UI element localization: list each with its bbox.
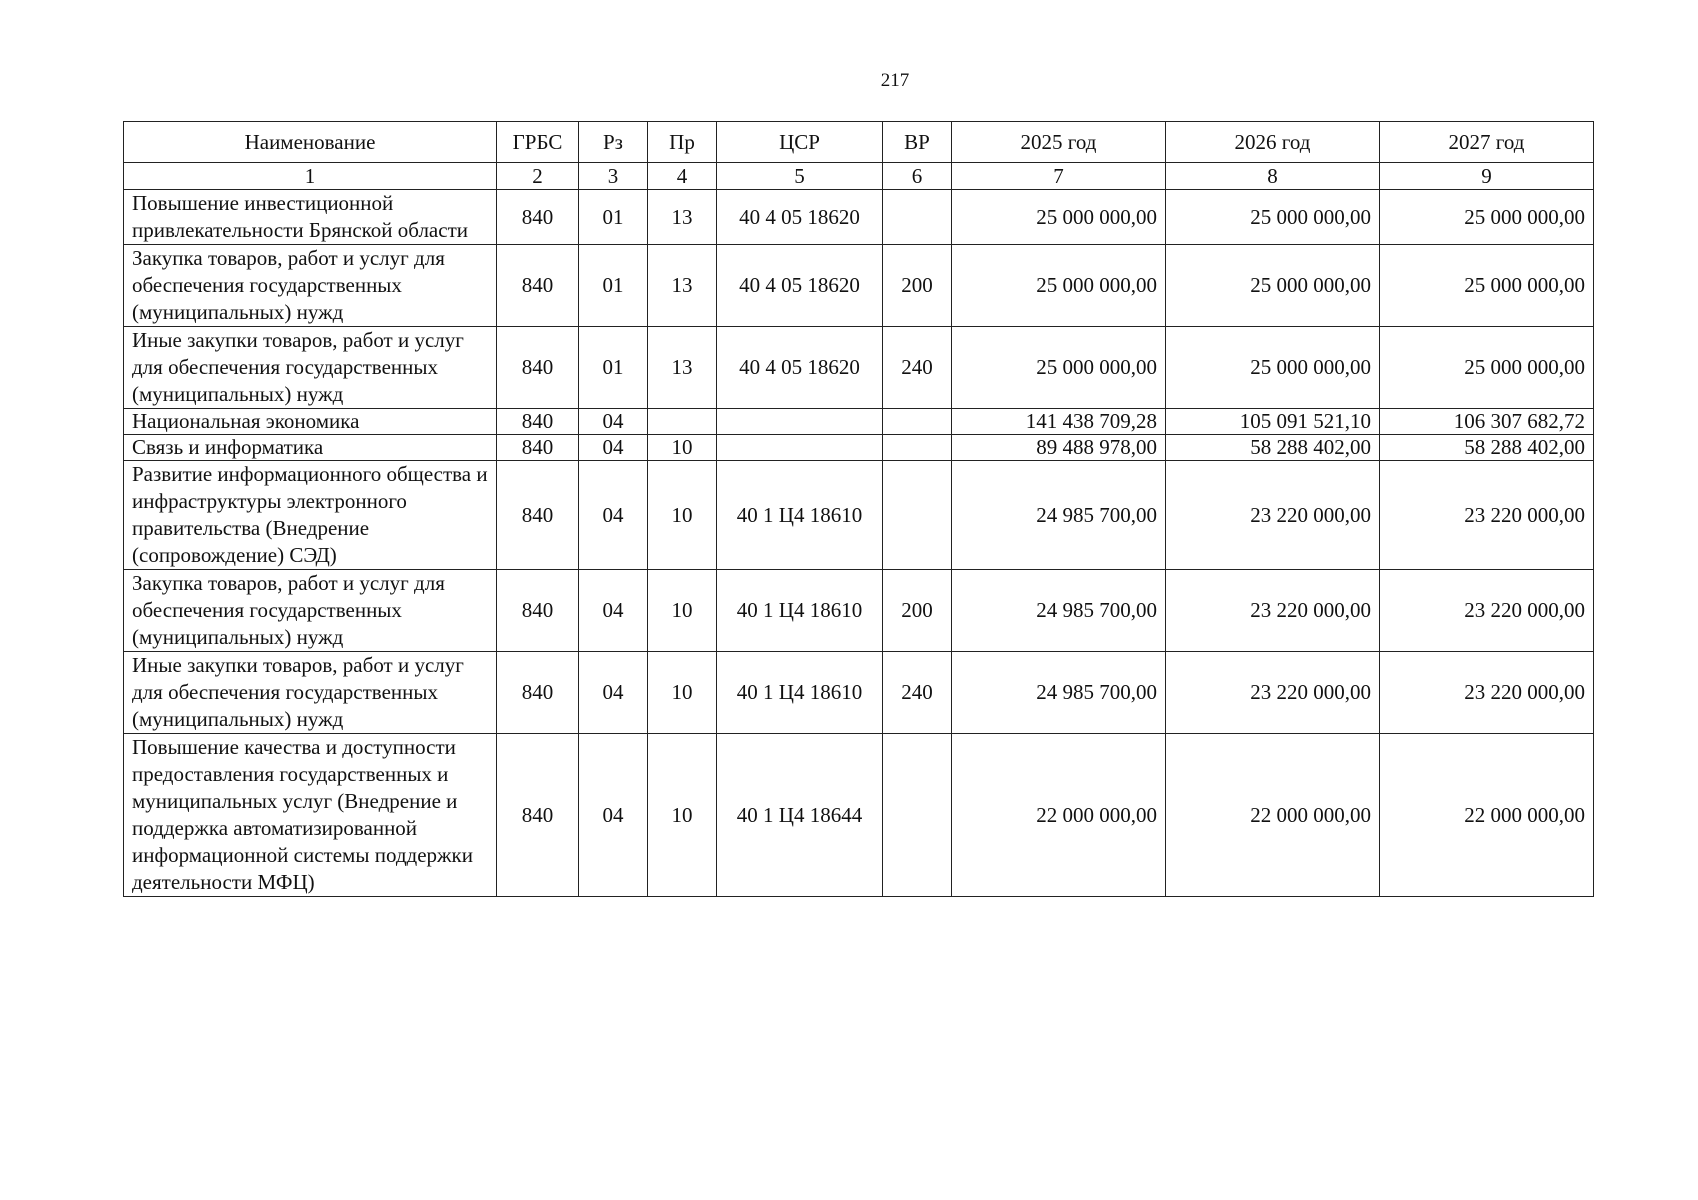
row-name: Повышение инвестиционной привлекательности Брянской области	[124, 190, 497, 245]
row-pr: 10	[648, 570, 717, 652]
row-name: Развитие информационного общества и инфраструктуры электронного правительства (Внедрение (сопровождение) СЭД)	[124, 461, 497, 570]
row-vr	[883, 435, 952, 461]
row-name: Национальная экономика	[124, 409, 497, 435]
row-vr: 240	[883, 327, 952, 409]
row-2026: 22 000 000,00	[1166, 734, 1380, 897]
row-pr: 10	[648, 461, 717, 570]
row-name: Закупка товаров, работ и услуг для обеспечения государственных (муниципальных) нужд	[124, 570, 497, 652]
row-2027: 106 307 682,72	[1380, 409, 1594, 435]
row-2025: 25 000 000,00	[952, 190, 1166, 245]
budget-table	[123, 121, 1594, 897]
row-name: Закупка товаров, работ и услуг для обеспечения государственных (муниципальных) нужд	[124, 245, 497, 327]
row-csr: 40 1 Ц4 18644	[717, 734, 883, 897]
column-number: 3	[579, 163, 648, 190]
table-row	[124, 327, 1594, 409]
row-csr: 40 1 Ц4 18610	[717, 461, 883, 570]
row-pr: 13	[648, 245, 717, 327]
column-number: 8	[1166, 163, 1380, 190]
row-grbs: 840	[497, 190, 579, 245]
row-csr: 40 4 05 18620	[717, 190, 883, 245]
row-vr	[883, 409, 952, 435]
row-rz: 04	[579, 409, 648, 435]
row-vr: 240	[883, 652, 952, 734]
row-rz: 04	[579, 734, 648, 897]
table-row	[124, 570, 1594, 652]
row-2027: 25 000 000,00	[1380, 245, 1594, 327]
row-name: Иные закупки товаров, работ и услуг для обеспечения государственных (муниципальных) нужд	[124, 652, 497, 734]
column-number: 9	[1380, 163, 1594, 190]
row-vr: 200	[883, 570, 952, 652]
column-number: 7	[952, 163, 1166, 190]
row-rz: 04	[579, 435, 648, 461]
row-pr	[648, 409, 717, 435]
row-rz: 01	[579, 190, 648, 245]
page-number: 217	[880, 70, 910, 91]
column-number: 4	[648, 163, 717, 190]
row-grbs: 840	[497, 327, 579, 409]
row-2025: 25 000 000,00	[952, 245, 1166, 327]
row-2026: 23 220 000,00	[1166, 570, 1380, 652]
row-2026: 105 091 521,10	[1166, 409, 1380, 435]
row-grbs: 840	[497, 435, 579, 461]
row-rz: 04	[579, 570, 648, 652]
row-2026: 23 220 000,00	[1166, 652, 1380, 734]
row-name: Связь и информатика	[124, 435, 497, 461]
row-2026: 25 000 000,00	[1166, 327, 1380, 409]
row-csr	[717, 435, 883, 461]
row-2025: 141 438 709,28	[952, 409, 1166, 435]
header-row	[124, 122, 1594, 163]
column-number: 2	[497, 163, 579, 190]
row-2027: 58 288 402,00	[1380, 435, 1594, 461]
table-row	[124, 409, 1594, 435]
row-vr	[883, 461, 952, 570]
row-csr: 40 1 Ц4 18610	[717, 570, 883, 652]
table-row	[124, 461, 1594, 570]
row-pr: 13	[648, 190, 717, 245]
row-rz: 01	[579, 245, 648, 327]
row-2026: 23 220 000,00	[1166, 461, 1380, 570]
row-csr	[717, 409, 883, 435]
row-grbs: 840	[497, 245, 579, 327]
row-pr: 13	[648, 327, 717, 409]
row-rz: 01	[579, 327, 648, 409]
row-pr: 10	[648, 734, 717, 897]
header-name: Наименование	[124, 122, 497, 163]
row-2025: 24 985 700,00	[952, 570, 1166, 652]
column-number: 1	[124, 163, 497, 190]
row-vr	[883, 734, 952, 897]
row-2027: 23 220 000,00	[1380, 461, 1594, 570]
header-csr: ЦСР	[717, 122, 883, 163]
row-vr	[883, 190, 952, 245]
table-row	[124, 190, 1594, 245]
row-grbs: 840	[497, 570, 579, 652]
table-row	[124, 652, 1594, 734]
row-2027: 22 000 000,00	[1380, 734, 1594, 897]
table-row	[124, 435, 1594, 461]
row-2026: 25 000 000,00	[1166, 245, 1380, 327]
row-name: Повышение качества и доступности предоставления государственных и муниципальных услуг (Внедрение и поддержка автоматизированной информационной системы поддержки деятельности МФЦ)	[124, 734, 497, 897]
column-number: 5	[717, 163, 883, 190]
table-row	[124, 245, 1594, 327]
row-rz: 04	[579, 461, 648, 570]
row-2026: 58 288 402,00	[1166, 435, 1380, 461]
row-grbs: 840	[497, 734, 579, 897]
header-rz: Рз	[579, 122, 648, 163]
row-vr: 200	[883, 245, 952, 327]
row-csr: 40 4 05 18620	[717, 245, 883, 327]
row-2027: 25 000 000,00	[1380, 190, 1594, 245]
header-2027: 2027 год	[1380, 122, 1594, 163]
row-2026: 25 000 000,00	[1166, 190, 1380, 245]
row-2027: 23 220 000,00	[1380, 570, 1594, 652]
column-number-row	[124, 163, 1594, 190]
table-row	[124, 734, 1594, 897]
row-grbs: 840	[497, 409, 579, 435]
header-grbs: ГРБС	[497, 122, 579, 163]
row-2027: 23 220 000,00	[1380, 652, 1594, 734]
row-pr: 10	[648, 652, 717, 734]
row-2025: 24 985 700,00	[952, 461, 1166, 570]
header-2025: 2025 год	[952, 122, 1166, 163]
header-2026: 2026 год	[1166, 122, 1380, 163]
row-2025: 24 985 700,00	[952, 652, 1166, 734]
header-vr: ВР	[883, 122, 952, 163]
row-2025: 22 000 000,00	[952, 734, 1166, 897]
column-number: 6	[883, 163, 952, 190]
row-csr: 40 1 Ц4 18610	[717, 652, 883, 734]
row-pr: 10	[648, 435, 717, 461]
row-2025: 25 000 000,00	[952, 327, 1166, 409]
row-csr: 40 4 05 18620	[717, 327, 883, 409]
row-name: Иные закупки товаров, работ и услуг для обеспечения государственных (муниципальных) нужд	[124, 327, 497, 409]
row-rz: 04	[579, 652, 648, 734]
header-pr: Пр	[648, 122, 717, 163]
row-2027: 25 000 000,00	[1380, 327, 1594, 409]
row-2025: 89 488 978,00	[952, 435, 1166, 461]
row-grbs: 840	[497, 461, 579, 570]
row-grbs: 840	[497, 652, 579, 734]
